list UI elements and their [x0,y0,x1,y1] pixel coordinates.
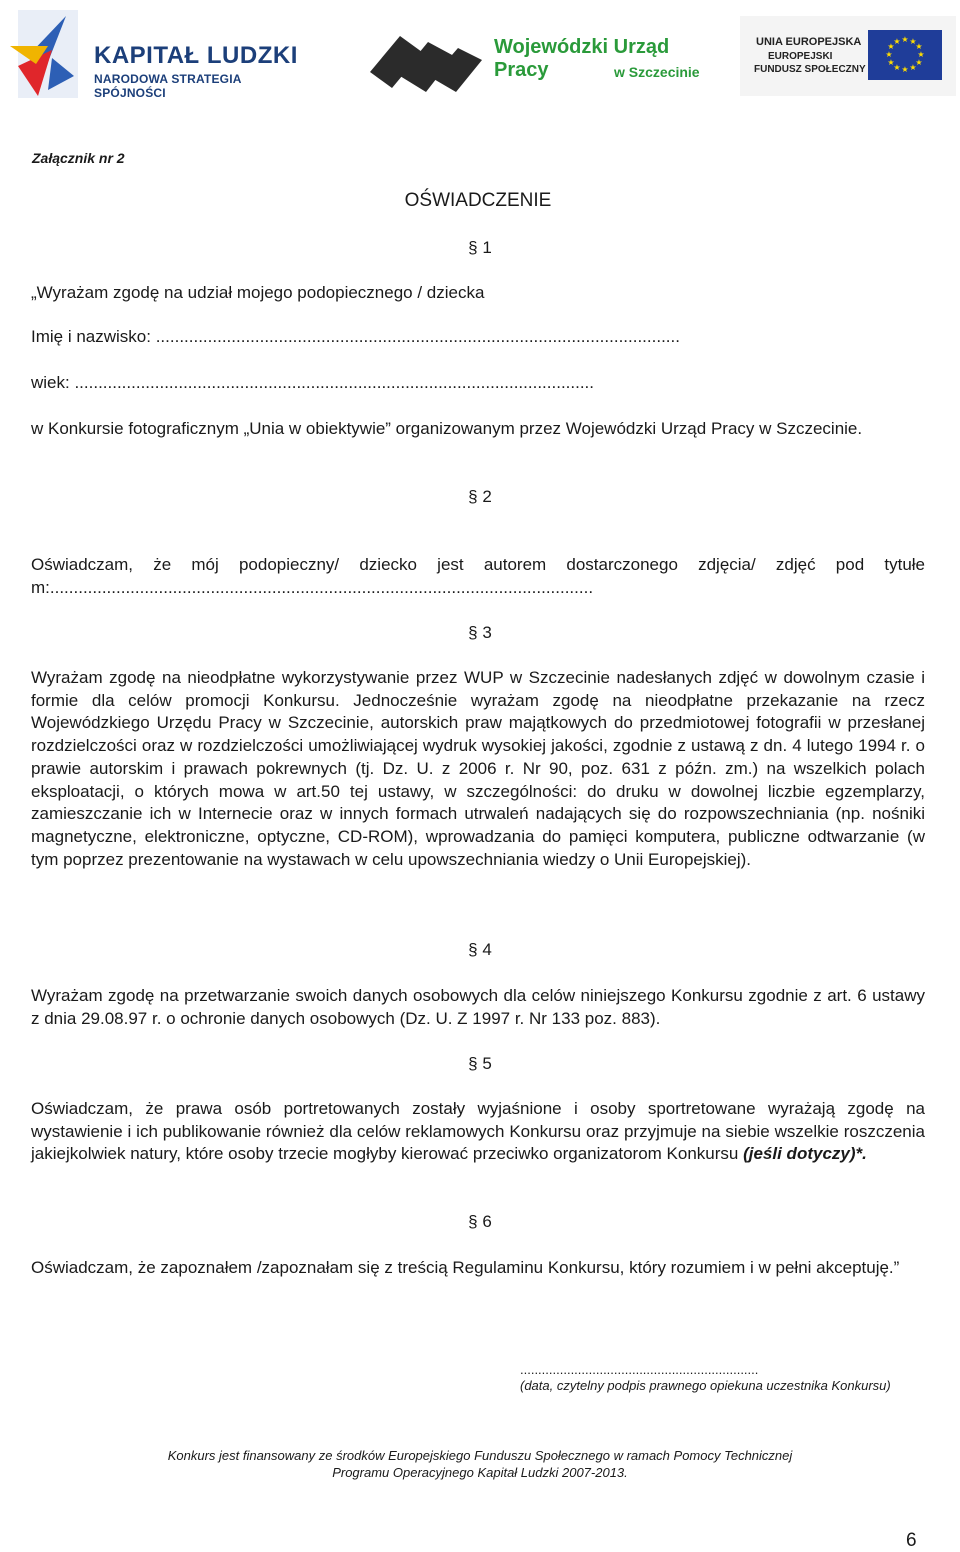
section-4-heading: § 4 [468,940,492,959]
svg-text:★: ★ [887,42,895,51]
section-3-text: Wyrażam zgodę na nieodpłatne wykorzystywanie przez WUP w Szczecinie nadesłanych zdjęć w dowolnym czasie i formie dla celów promocji Konkursu. Jednocześnie wyrażam zgodę na nieodpłatne przekazanie na rzecz Wojewódzkiego Urzędu Pracy w Szczecinie, autorskich praw majątkowych do przedmiotowej fotografii w przesłanej rozdzielczości oraz w rozdzielczości umożliwiającej wydruk wysokiej jakości, zgodnie z ustawą z dn. 4 lutego 1994 r. o prawie autorskim i prawach pokrewnych (tj. Dz. U. z 2006 r. Nr 90, poz. 631 z późn. zm.) na wszelkich polach eksploatacji, o których mowa w art.50 tej ustawy, w szczególności: do druku w dowolnej liczbie egzemplarzy, zamieszczanie ich w Internecie oraz w innych formach utrwaleń nadających się do rozpowszechniania (np. nośniki magnetyczne, elektroniczne, optyczne, CD-ROM), wprowadzania do pamięci komputera, publiczne odtwarzanie (w tym poprzez prezentowanie na wystawach w celu upowszechniania wiedzy o Unii Europejskiej). [31,668,925,869]
page-header [0,0,960,110]
wup-subtitle: w Szczecinie [614,64,700,80]
signature-line: .................................................................. [520,1362,759,1377]
name-field-line: Imię i nazwisko: ............................................................................................................... [31,327,680,346]
wup-title: Wojewódzki Urząd Pracy [494,36,670,81]
section-1-text: w Konkursie fotograficznym „Unia w obiektywie” organizowanym przez Wojewódzki Urząd Pracy w Szczecinie. [31,419,863,438]
kapital-ludzki-emblem-icon [8,6,88,102]
svg-text:★: ★ [915,58,923,67]
footer-line-1: Konkurs jest finansowany ze środków Europejskiego Funduszu Społecznego w ramach Pomocy Technicznej [167,1448,793,1463]
wup-emblem-icon [370,26,490,96]
section-1-heading: § 1 [468,238,492,257]
svg-text:★: ★ [901,65,909,74]
svg-text:★: ★ [885,50,893,59]
svg-text:★: ★ [901,35,909,44]
section-5-emphasis: (jeśli dotyczy)*. [743,1144,867,1164]
svg-text:★: ★ [909,37,917,46]
section-6-heading: § 6 [468,1212,492,1231]
kapital-ludzki-logo [8,6,308,102]
footer-line-2: Programu Operacyjnego Kapitał Ludzki 2007-2013. [332,1465,628,1480]
eu-efs-logo [740,16,956,96]
section-3-heading: § 3 [468,623,492,642]
section-6-text: Oświadczam, że zapoznałem /zapoznałam się z treścią Regulaminu Konkursu, który rozumiem i w pełni akceptuję.” [31,1258,900,1277]
kapital-ludzki-subtitle: NARODOWA STRATEGIA SPÓJNOŚCI [94,72,242,100]
section-2-heading: § 2 [468,487,492,506]
svg-text:★: ★ [887,58,895,67]
age-field-line: wiek: .............................................................................................................. [31,373,595,392]
svg-text:★: ★ [915,42,923,51]
section-5-paragraph [31,1098,925,1166]
section-5-text: Oświadczam, że prawa osób portretowanych zostały wyjaśnione i osoby sportretowane wyrażają zgodę na wystawienie i ich publikowanie również dla celów reklamowych Konkursu oraz przyjmuje na siebie wszelkie roszczenia jakiejkolwiek natury, które osoby trzecie mogłyby kierować przeciwko organizatorom Konkursu [31,1099,925,1164]
eu-label-line1: UNIA EUROPEJSKA [756,36,862,48]
eu-flag-icon [868,30,942,80]
svg-text:★: ★ [893,63,901,72]
svg-text:★: ★ [909,63,917,72]
kapital-ludzki-title: KAPITAŁ LUDZKI [94,42,298,69]
eu-label-line2: EUROPEJSKI [768,51,833,62]
section-5-heading: § 5 [468,1054,492,1073]
page-number: 6 [906,1530,917,1551]
svg-text:★: ★ [917,50,925,59]
section-4-text: Wyrażam zgodę na przetwarzanie swoich danych osobowych dla celów niniejszego Konkursu zgodnie z art. 6 ustawy z dnia 29.08.97 r. o ochronie danych osobowych (Dz. U. Z 1997 r. Nr 133 poz. 883). [31,986,925,1028]
signature-caption: (data, czytelny podpis prawnego opiekuna uczestnika Konkursu) [520,1378,891,1393]
annex-label: Załącznik nr 2 [32,150,125,166]
svg-text:★: ★ [893,37,901,46]
page-footer [0,1447,960,1481]
document-title: OŚWIADCZENIE [404,190,552,211]
eu-label-line3: FUNDUSZ SPOŁECZNY [754,64,866,75]
consent-intro: „Wyrażam zgodę na udział mojego podopiecznego / dziecka [31,283,485,302]
section-2-text: Oświadczam, że mój podopieczny/ dziecko jest autorem dostarczonego zdjęcia/ zdjęć pod tytułem:................................................................................................................... [31,555,925,597]
wup-szczecin-logo [370,26,710,96]
